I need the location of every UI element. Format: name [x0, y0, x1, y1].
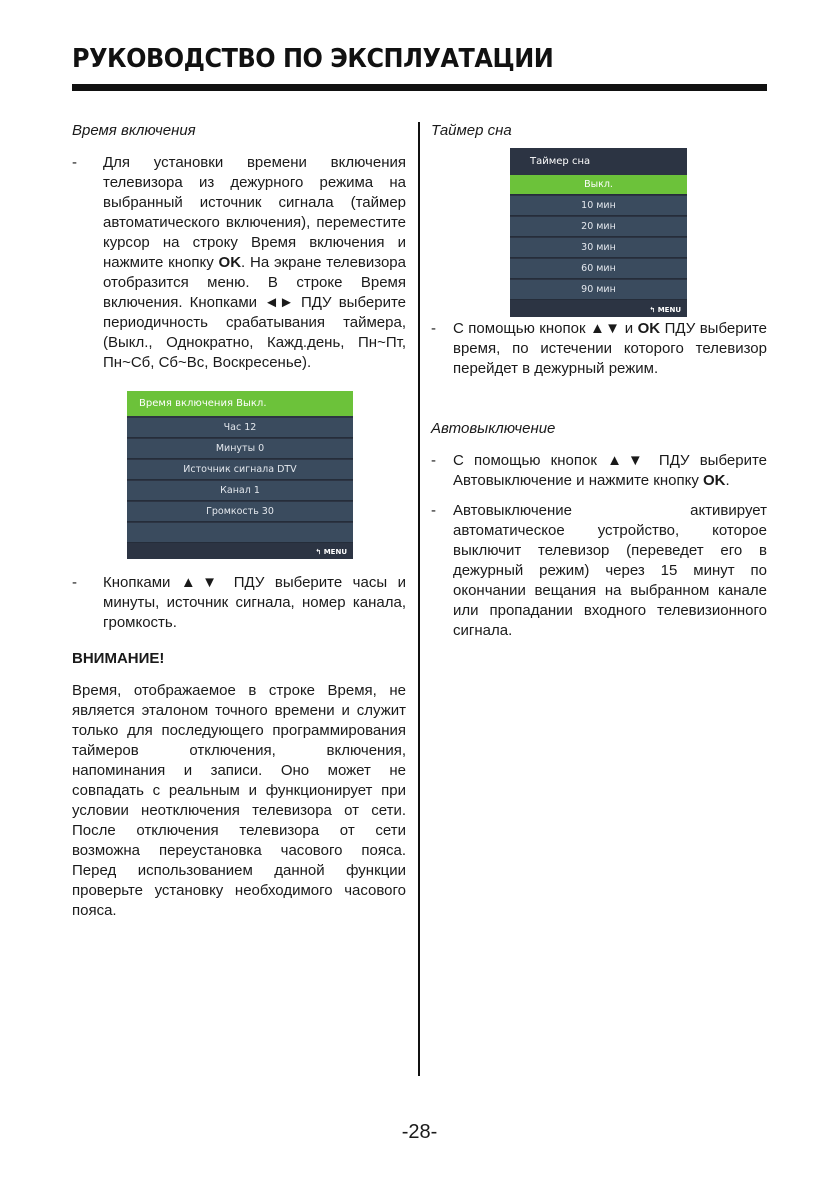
warning-heading: ВНИМАНИЕ! [72, 650, 165, 667]
warning-paragraph: Время, отображаемое в строке Время, не является эталоном точного времени и служит только для последующего программирования таймеров отключения, включения, напоминания и записи. Оно может не совпадать с реальным и функционирует при условии неотключения телевизора от сети. После отключения телевизора от сети возможна переустановка часового пояса. Перед использованием данной функции проверьте установку необходимого часового пояса. [72, 682, 406, 919]
section-heading-sleep-timer: Таймер сна [431, 122, 512, 139]
bullet-auto-off-description: - Автовыключение активирует автоматическое устройство, которое выключит телевизор (переведет его в дежурный режим) через 15 минут по окончании вещания на выбранном канале или пропадании входного телевизионного сигнала. [431, 502, 767, 639]
menu-item-source: Источник сигнала DTV [127, 460, 353, 480]
page-number: -28- [401, 1121, 438, 1143]
menu-item-channel: Канал 1 [127, 481, 353, 501]
menu-item-20-min: 20 мин [510, 217, 687, 237]
section-heading-power-on-time: Время включения [72, 122, 196, 139]
right-column [431, 121, 767, 141]
menu-return-hint: ↰ MENU [315, 548, 347, 556]
menu-return-hint: ↰ MENU [649, 306, 681, 314]
menu-item-minutes: Минуты 0 [127, 439, 353, 459]
sleep-timer-menu-screen [510, 148, 687, 317]
ok-label: OK [703, 472, 726, 489]
column-divider [418, 122, 420, 1076]
page-header-title: РУКОВОДСТВО ПО ЭКСПЛУАТАЦИИ [72, 44, 554, 74]
left-column-lower [72, 573, 406, 921]
menu-title: Таймер сна [530, 156, 591, 167]
header-rule [72, 84, 767, 91]
ok-label: OK [637, 320, 661, 337]
power-on-time-menu-screen [127, 391, 353, 559]
left-column [72, 121, 406, 373]
bullet-power-on-instructions: - Для установки времени включения телевизора из дежурного режима на выбранный источник сигнала (таймер автоматического включения), переместите курсор на строку Время включения и нажмите кнопку OK. На экране телевизора отобразится меню. В строке Время включения. Кнопками ◄► ПДУ выберите периодичность срабатывания таймера, (Выкл., Однократно, Кажд.день, Пн~Пт, Пн~Сб, Сб~Вс, Воскресенье). [72, 154, 406, 371]
bullet-auto-off-select: - С помощью кнопок ▲▼ ПДУ выберите Автовыключение и нажмите кнопку OK. [431, 452, 767, 489]
ok-label: OK [218, 254, 242, 271]
menu-title: Время включения Выкл. [127, 391, 353, 416]
bullet-sleep-timer: - С помощью кнопок ▲▼ и OK ПДУ выберите время, по истечении которого телевизор перейдет в дежурный режим. [431, 320, 767, 377]
menu-item-hour: Час 12 [127, 418, 353, 438]
menu-item-off-selected: Выкл. [510, 175, 687, 195]
section-heading-auto-off: Автовыключение [431, 420, 556, 437]
menu-item-10-min: 10 мин [510, 196, 687, 216]
menu-item-volume: Громкость 30 [127, 502, 353, 522]
right-column-lower [431, 319, 767, 641]
bullet-select-hours: - Кнопками ▲▼ ПДУ выберите часы и минуты, источник сигнала, номер канала, громкость. [72, 574, 406, 631]
menu-item-30-min: 30 мин [510, 238, 687, 258]
menu-item-empty [127, 523, 353, 543]
menu-item-90-min: 90 мин [510, 280, 687, 300]
menu-item-60-min: 60 мин [510, 259, 687, 279]
